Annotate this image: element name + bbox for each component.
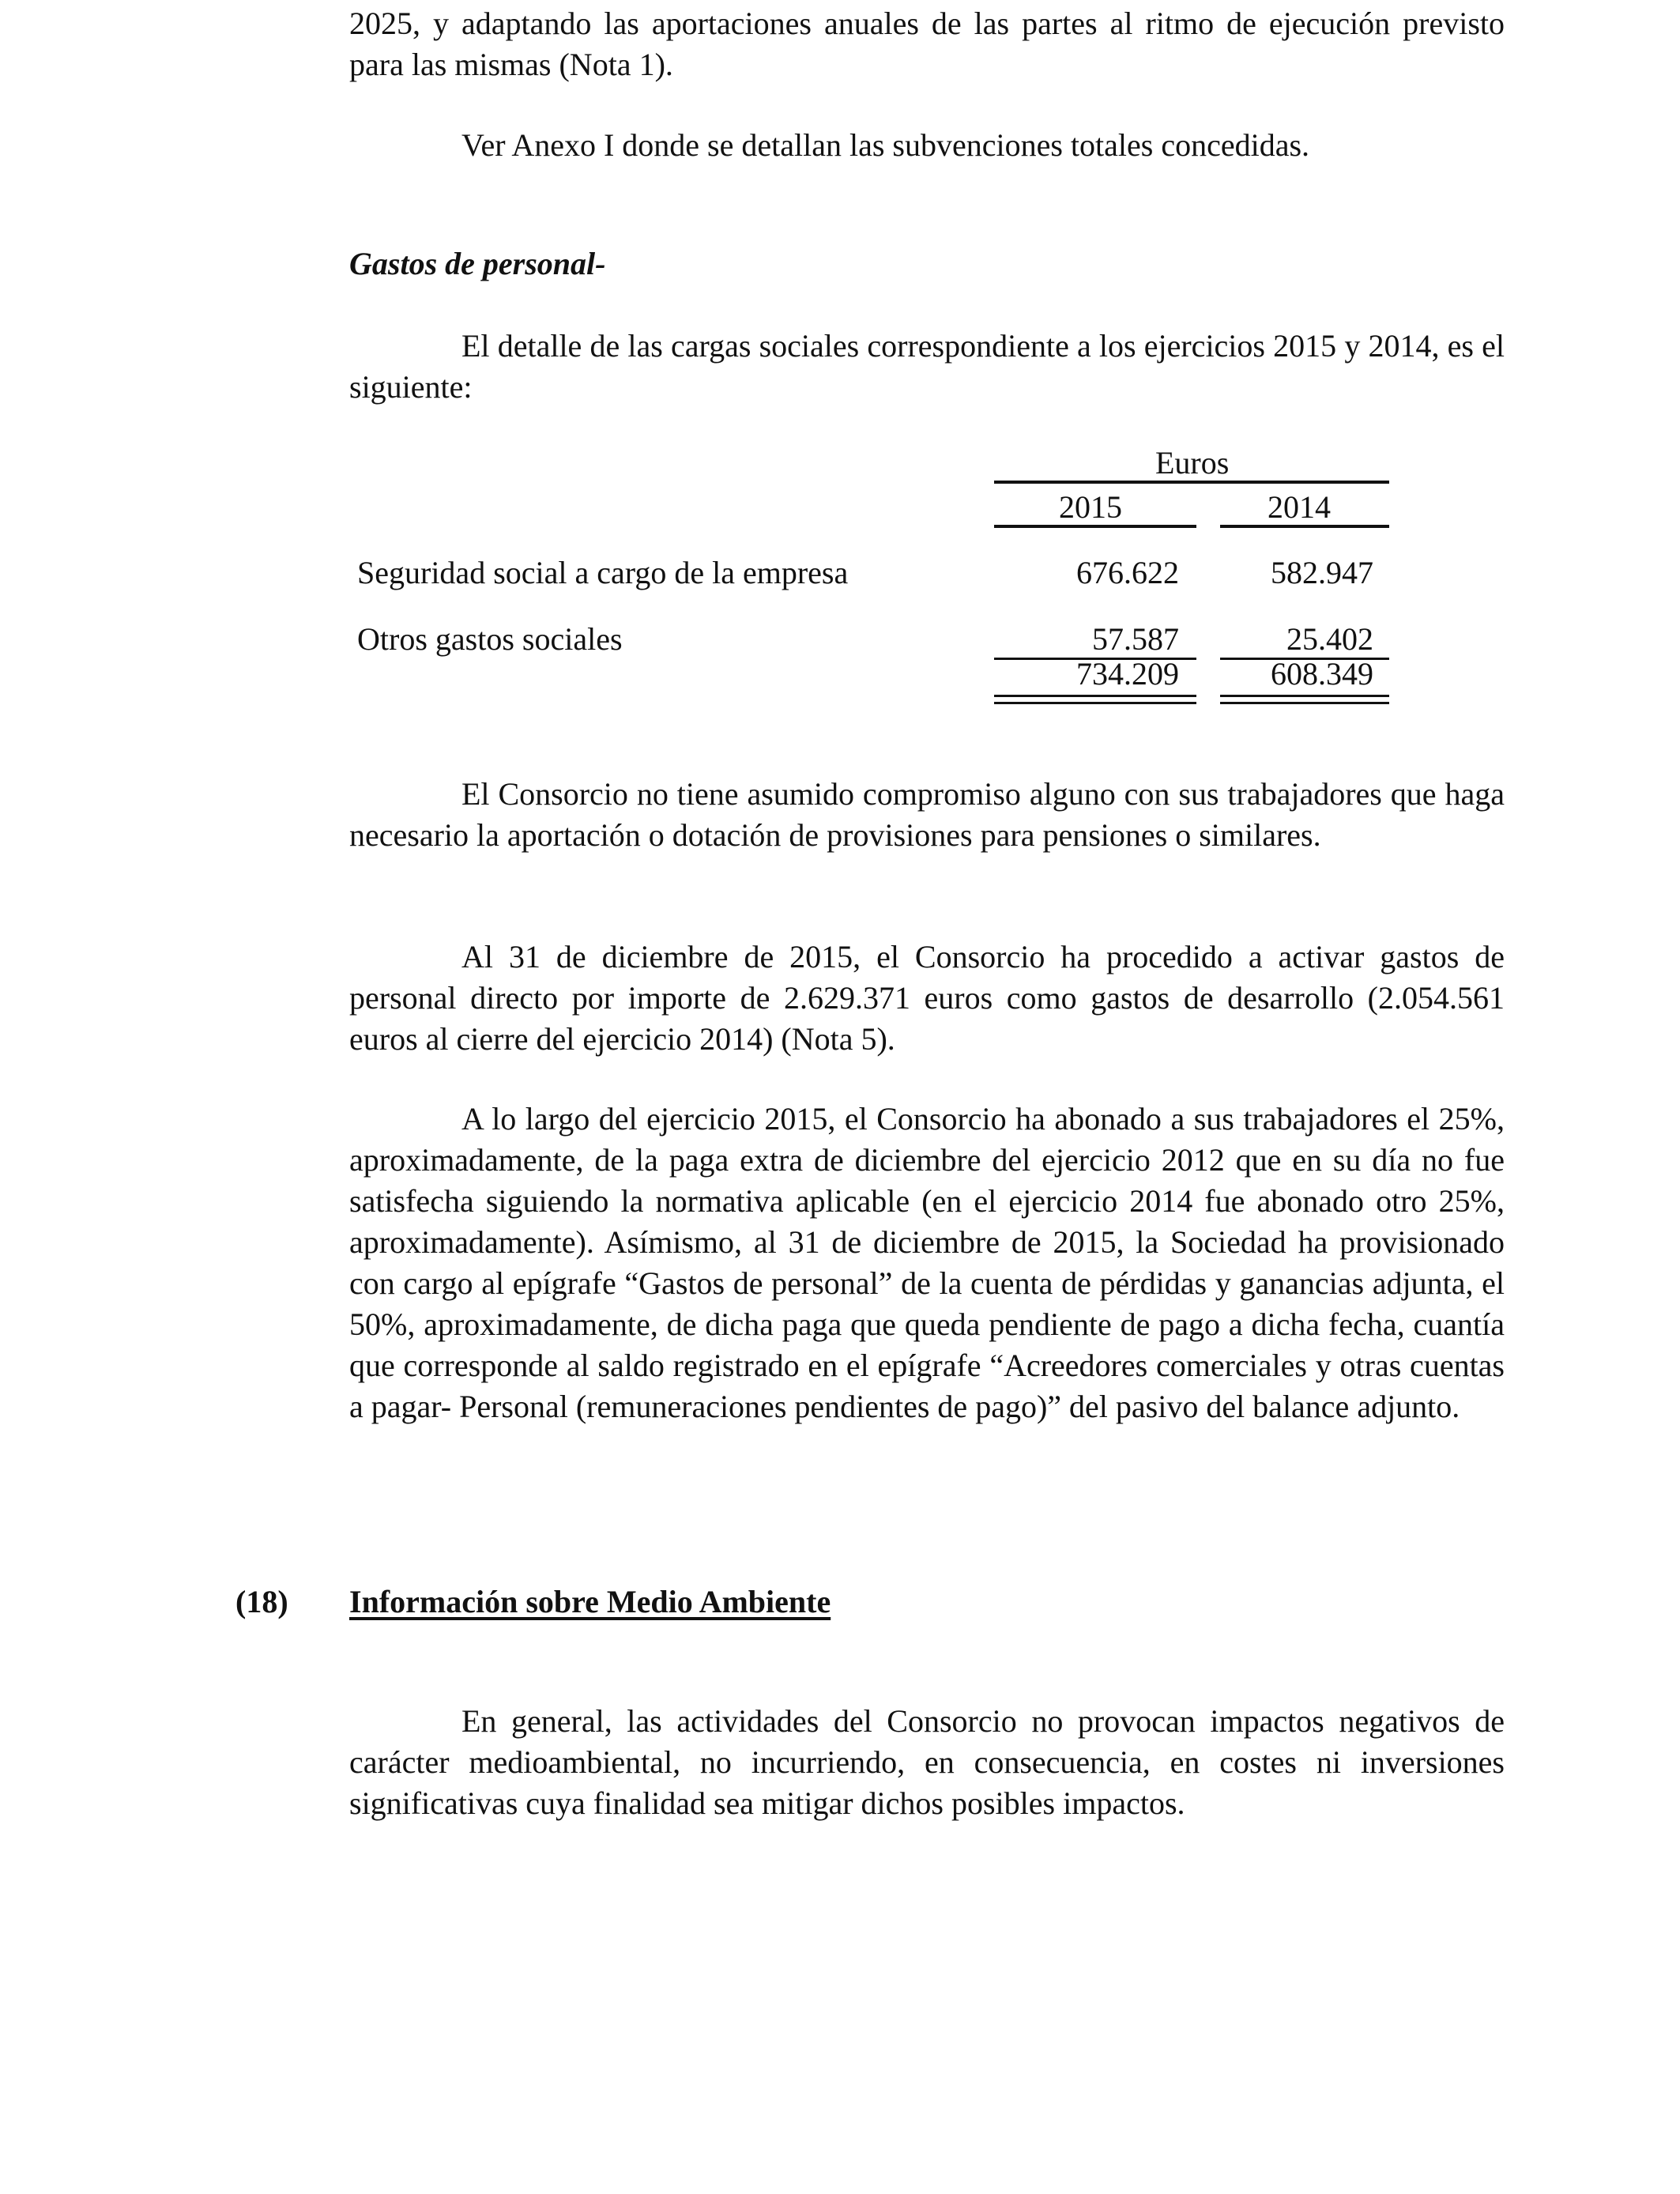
row-value-2015: 676.622 <box>1076 555 1179 590</box>
column-header-2014: 2014 <box>1268 489 1331 525</box>
total-2014: 608.349 <box>1271 656 1373 692</box>
total-double-rule-2014-a <box>1220 695 1389 697</box>
personnel-intro: El detalle de las cargas sociales correspondiente a los ejercicios 2015 y 2014, es el siguiente: <box>349 328 1505 405</box>
row-label: Seguridad social a cargo de la empresa <box>357 555 849 590</box>
row-value-2015: 57.587 <box>1092 621 1179 657</box>
row-value-2014: 25.402 <box>1286 621 1373 657</box>
row-value-2014: 582.947 <box>1271 555 1373 590</box>
total-double-rule-2014-b <box>1220 702 1389 704</box>
section-number: (18) <box>235 1584 288 1619</box>
currency-header: Euros <box>1155 445 1230 481</box>
section-heading-gastos-personal: Gastos de personal- <box>349 246 606 281</box>
column-rule-2015 <box>994 525 1196 528</box>
capitalized-costs-paragraph: Al 31 de diciembre de 2015, el Consorcio ha procedido a activar gastos de personal directo por importe de 2.629.371 euros como gastos de desarrollo (2.054.561 euros al cierre del ejercicio 2014) (Nota 5). <box>349 939 1505 1057</box>
annex-note: Ver Anexo I donde se detallan las subvenciones totales concedidas. <box>461 127 1310 163</box>
header-rule <box>994 481 1389 484</box>
total-double-rule-2015-a <box>994 695 1196 697</box>
extra-pay-paragraph: A lo largo del ejercicio 2015, el Consorcio ha abonado a sus trabajadores el 25%, aproximadamente, de la paga extra de diciembre del ejercicio 2012 que en su día no fue satisfecha siguiendo la normativa aplicable (en el ejercicio 2014 fue abonado otro 25%, aproximadamente). Asímismo, al 31 de diciembre de 2015, la Sociedad ha provisionado con cargo al epígrafe “Gastos de personal” de la cuenta de pérdidas y ganancias adjunta, el 50%, aproximadamente, de dicha paga que queda pendiente de pago a dicha fecha, cuantía que corresponde al saldo registrado en el epígrafe “Acreedores comerciales y otras cuentas a pagar- Personal (remuneraciones pendientes de pago)” del pasivo del balance adjunto. <box>349 1101 1505 1424</box>
row-label: Otros gastos sociales <box>357 621 623 657</box>
pensions-paragraph: El Consorcio no tiene asumido compromiso alguno con sus trabajadores que haga necesario la aportación o dotación de provisiones para pensiones o similares. <box>349 776 1505 853</box>
column-rule-2014 <box>1220 525 1389 528</box>
environment-paragraph: En general, las actividades del Consorcio no provocan impactos negativos de carácter medioambiental, no incurriendo, en consecuencia, en costes ni inversiones significativas cuya finalidad sea mitigar dichos posibles impactos. <box>349 1703 1505 1821</box>
total-2015: 734.209 <box>1076 656 1179 692</box>
intro-paragraph: 2025, y adaptando las aportaciones anuales de las partes al ritmo de ejecución previsto para las mismas (Nota 1). <box>349 6 1505 82</box>
section-title: Información sobre Medio Ambiente <box>349 1584 831 1619</box>
column-header-2015: 2015 <box>1059 489 1122 525</box>
total-double-rule-2015-b <box>994 702 1196 704</box>
